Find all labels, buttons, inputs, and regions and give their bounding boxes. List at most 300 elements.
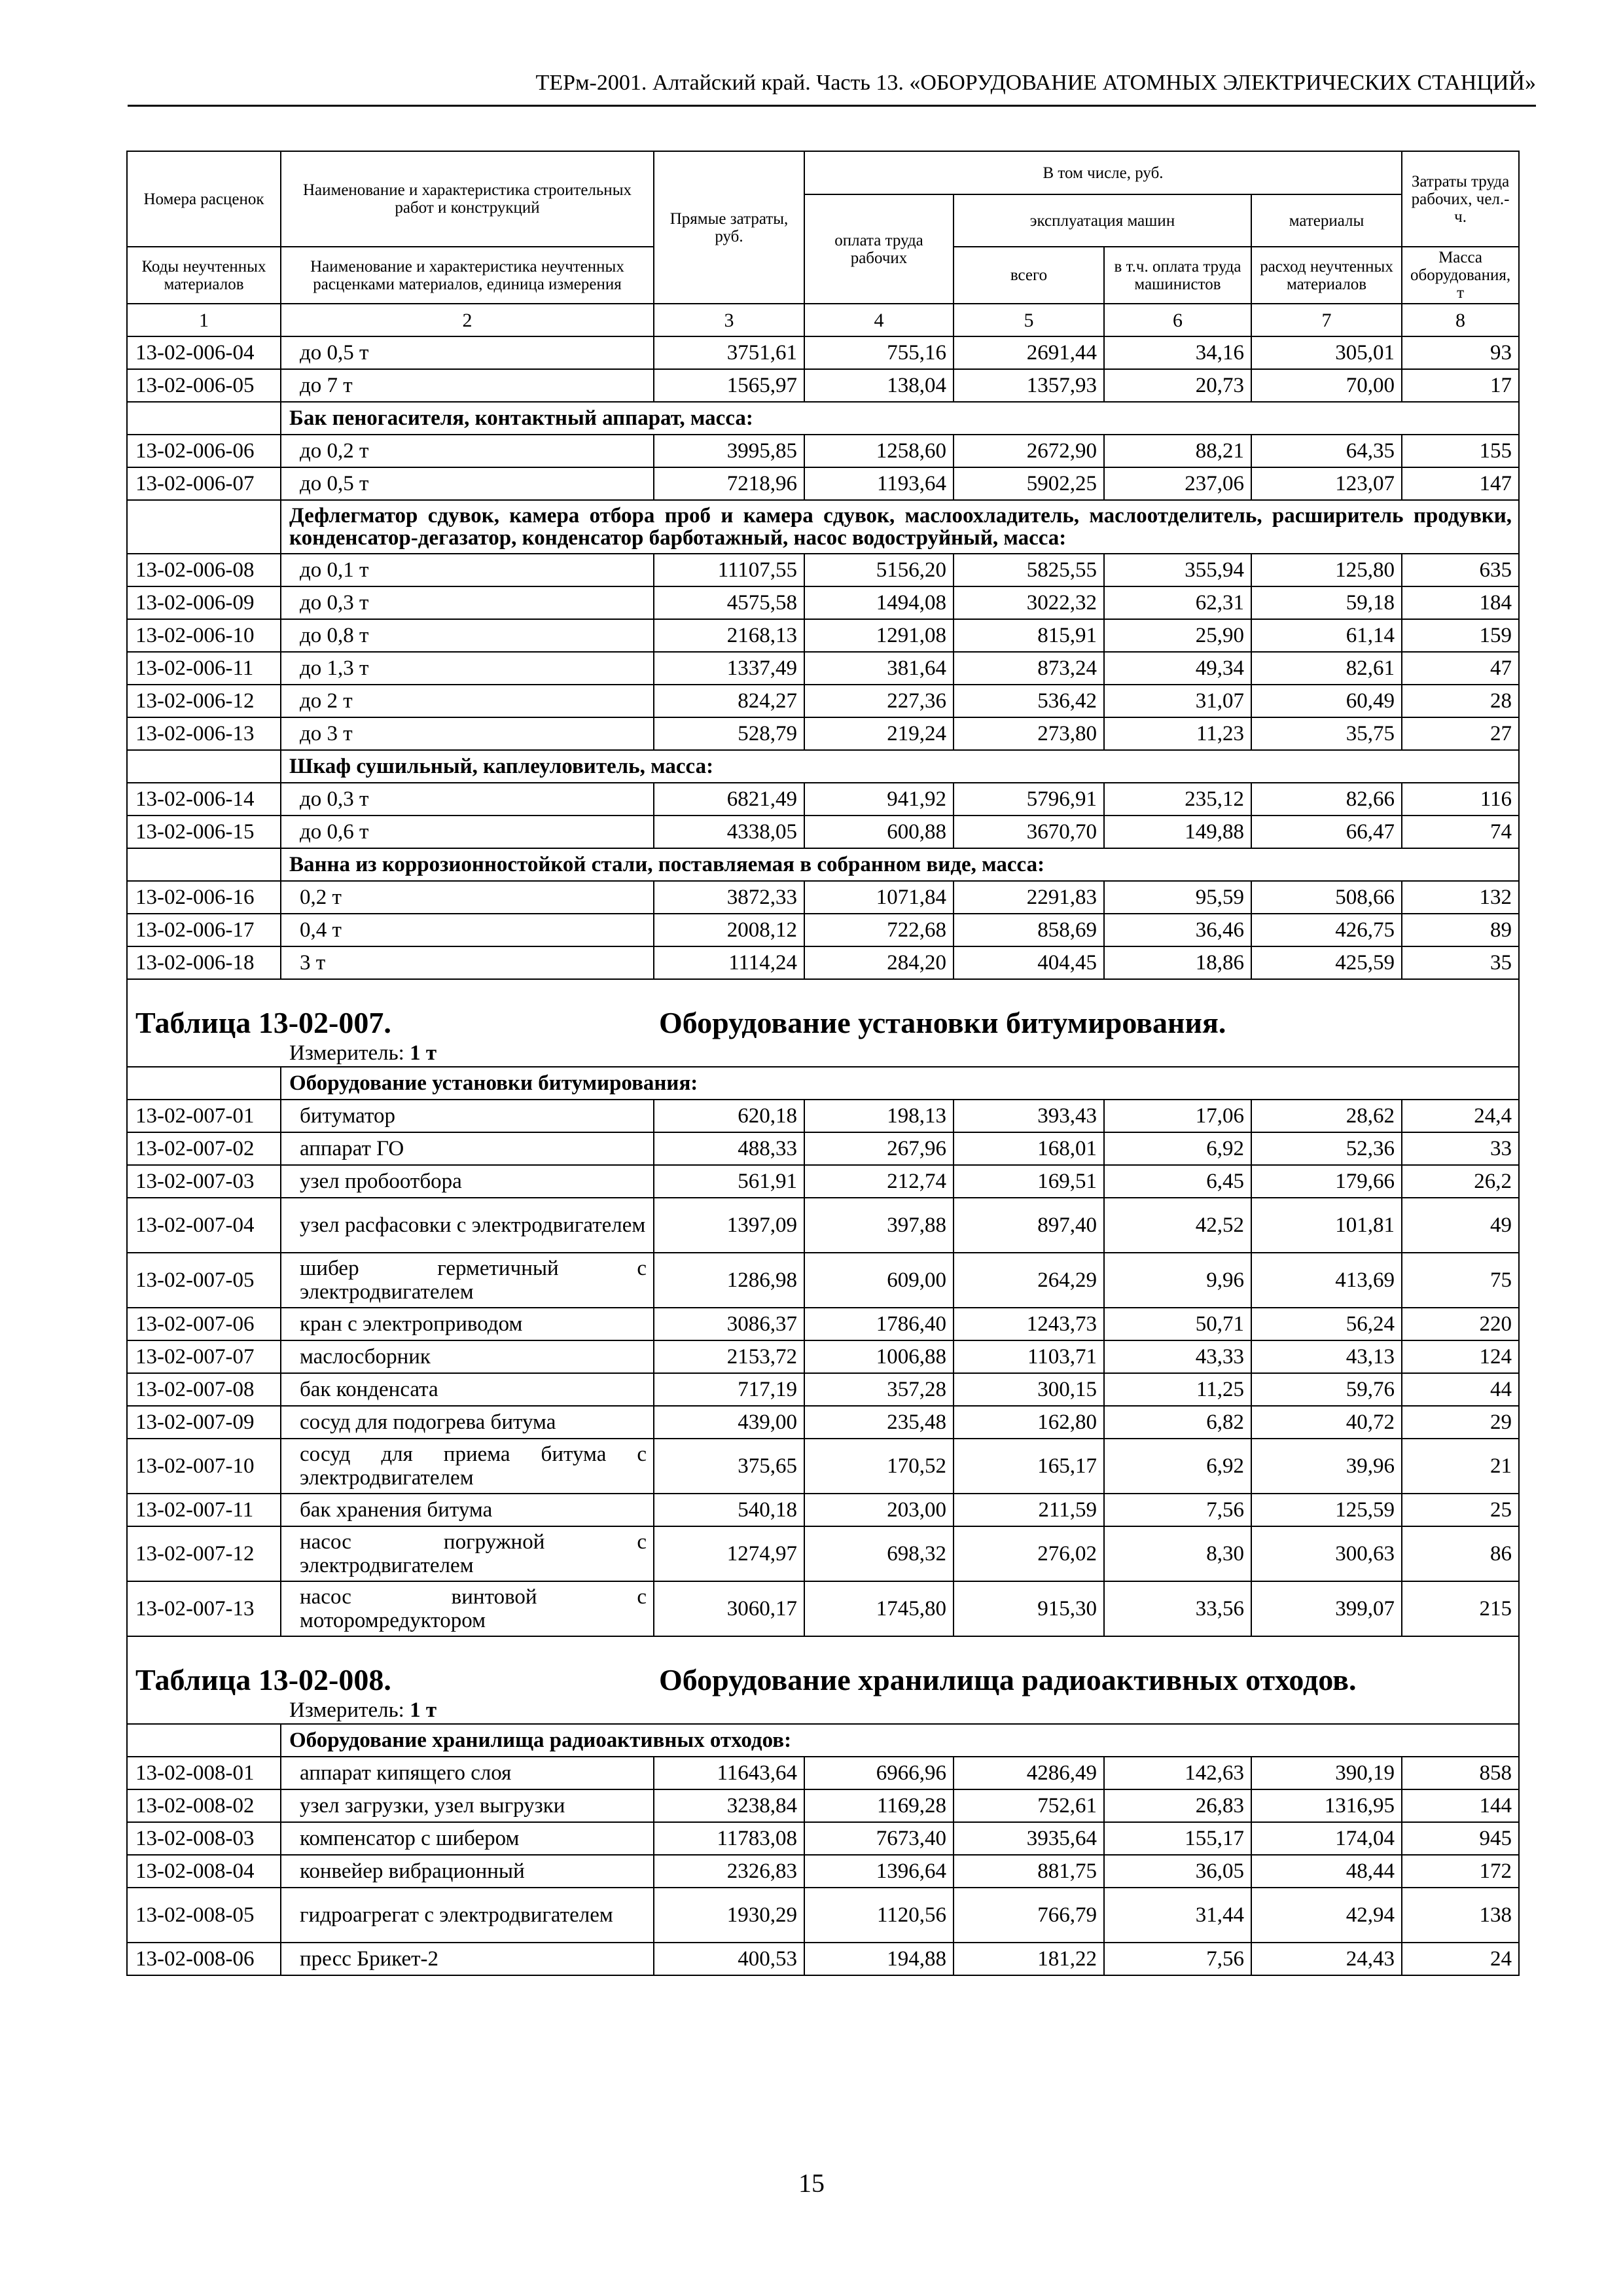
machinist-pay-cell: 88,21 [1104, 435, 1251, 467]
col-number: 3 [654, 304, 804, 336]
rate-code-cell: 13-02-006-10 [127, 619, 281, 652]
labor-pay-cell: 1071,84 [804, 881, 954, 914]
labor-pay-cell: 1193,64 [804, 467, 954, 500]
machinist-pay-cell: 235,12 [1104, 783, 1251, 816]
mass-cell: 147 [1402, 467, 1519, 500]
work-name-cell: насос погружной с электродвигателем [281, 1526, 654, 1581]
mass-cell: 24,4 [1402, 1100, 1519, 1132]
machinist-pay-cell: 50,71 [1104, 1308, 1251, 1340]
machinist-pay-cell: 31,07 [1104, 685, 1251, 717]
mass-cell: 25 [1402, 1494, 1519, 1526]
mass-cell: 124 [1402, 1340, 1519, 1373]
materials-cell: 123,07 [1251, 467, 1402, 500]
machine-total-cell: 300,15 [954, 1373, 1104, 1406]
rate-code-cell: 13-02-006-05 [127, 369, 281, 402]
labor-pay-cell: 198,13 [804, 1100, 954, 1132]
direct-cost-cell: 11783,08 [654, 1822, 804, 1855]
labor-pay-cell: 235,48 [804, 1406, 954, 1439]
machine-total-cell: 873,24 [954, 652, 1104, 685]
machinist-pay-cell: 62,31 [1104, 586, 1251, 619]
direct-cost-cell: 1114,24 [654, 946, 804, 979]
table-row [127, 1581, 1519, 1636]
table-row [127, 946, 1519, 979]
col-header-incl: В том числе, руб. [804, 151, 1402, 194]
direct-cost-cell: 11643,64 [654, 1757, 804, 1789]
direct-cost-cell: 2153,72 [654, 1340, 804, 1373]
rate-code-cell: 13-02-008-03 [127, 1822, 281, 1855]
labor-pay-cell: 609,00 [804, 1253, 954, 1308]
table-row [127, 1822, 1519, 1855]
machine-total-cell: 3670,70 [954, 816, 1104, 848]
labor-pay-cell: 138,04 [804, 369, 954, 402]
direct-cost-cell: 400,53 [654, 1943, 804, 1975]
materials-cell: 43,13 [1251, 1340, 1402, 1373]
rows-group-4 [127, 783, 1519, 848]
labor-pay-cell: 755,16 [804, 336, 954, 369]
rate-code-cell: 13-02-006-06 [127, 435, 281, 467]
work-name-cell: аппарат кипящего слоя [281, 1757, 654, 1789]
col-header-2a: Наименование и характеристика строительных работ и конструкций [281, 151, 654, 247]
work-name-cell: кран с электроприводом [281, 1308, 654, 1340]
machinist-pay-cell: 7,56 [1104, 1943, 1251, 1975]
rate-code-cell: 13-02-006-08 [127, 554, 281, 586]
direct-cost-cell: 3086,37 [654, 1308, 804, 1340]
mass-cell: 75 [1402, 1253, 1519, 1308]
direct-cost-cell: 540,18 [654, 1494, 804, 1526]
materials-cell: 61,14 [1251, 619, 1402, 652]
rows-group-5 [127, 881, 1519, 979]
mass-cell: 635 [1402, 554, 1519, 586]
labor-pay-cell: 1396,64 [804, 1855, 954, 1888]
direct-cost-cell: 3238,84 [654, 1789, 804, 1822]
direct-cost-cell: 620,18 [654, 1100, 804, 1132]
labor-pay-cell: 1006,88 [804, 1340, 954, 1373]
work-name-cell: 0,2 т [281, 881, 654, 914]
table-row [127, 881, 1519, 914]
machinist-pay-cell: 26,83 [1104, 1789, 1251, 1822]
machinist-pay-cell: 6,92 [1104, 1132, 1251, 1165]
section-heading: Бак пеногасителя, контактный аппарат, масса: [281, 402, 1519, 435]
machinist-pay-cell: 6,92 [1104, 1439, 1251, 1494]
direct-cost-cell: 11107,55 [654, 554, 804, 586]
rate-code-cell: 13-02-006-18 [127, 946, 281, 979]
rate-code-cell: 13-02-006-12 [127, 685, 281, 717]
labor-pay-cell: 1169,28 [804, 1789, 954, 1822]
section-heading: Оборудование хранилища радиоактивных отходов: [281, 1724, 1519, 1757]
labor-pay-cell: 600,88 [804, 816, 954, 848]
machine-total-cell: 1243,73 [954, 1308, 1104, 1340]
machine-total-cell: 4286,49 [954, 1757, 1104, 1789]
mass-cell: 26,2 [1402, 1165, 1519, 1198]
rate-code-cell: 13-02-006-11 [127, 652, 281, 685]
machinist-pay-cell: 31,44 [1104, 1888, 1251, 1943]
direct-cost-cell: 1286,98 [654, 1253, 804, 1308]
materials-cell: 179,66 [1251, 1165, 1402, 1198]
machinist-pay-cell: 142,63 [1104, 1757, 1251, 1789]
machinist-pay-cell: 6,45 [1104, 1165, 1251, 1198]
work-name-cell: до 2 т [281, 685, 654, 717]
rate-code-cell: 13-02-006-04 [127, 336, 281, 369]
materials-cell: 82,66 [1251, 783, 1402, 816]
table-row [127, 1888, 1519, 1943]
machinist-pay-cell: 8,30 [1104, 1526, 1251, 1581]
machine-total-cell: 211,59 [954, 1494, 1104, 1526]
col-header-4: оплата труда рабочих [804, 194, 954, 304]
section-heading: Шкаф сушильный, каплеуловитель, масса: [281, 750, 1519, 783]
labor-pay-cell: 1291,08 [804, 619, 954, 652]
machine-total-cell: 1103,71 [954, 1340, 1104, 1373]
machinist-pay-cell: 34,16 [1104, 336, 1251, 369]
table-row [127, 914, 1519, 946]
work-name-cell: до 0,5 т [281, 336, 654, 369]
labor-pay-cell: 203,00 [804, 1494, 954, 1526]
work-name-cell: бак хранения битума [281, 1494, 654, 1526]
table-row [127, 1406, 1519, 1439]
materials-cell: 300,63 [1251, 1526, 1402, 1581]
materials-cell: 70,00 [1251, 369, 1402, 402]
table-row [127, 1757, 1519, 1789]
direct-cost-cell: 2326,83 [654, 1855, 804, 1888]
machinist-pay-cell: 36,05 [1104, 1855, 1251, 1888]
mass-cell: 116 [1402, 783, 1519, 816]
labor-pay-cell: 397,88 [804, 1198, 954, 1253]
machine-total-cell: 2291,83 [954, 881, 1104, 914]
col-header-2b: Наименование и характеристика неучтенных расценками материалов, единица измерения [281, 247, 654, 304]
machine-total-cell: 3022,32 [954, 586, 1104, 619]
direct-cost-cell: 1565,97 [654, 369, 804, 402]
table-row [127, 1253, 1519, 1308]
table-row [127, 783, 1519, 816]
machine-total-cell: 273,80 [954, 717, 1104, 750]
mass-cell: 138 [1402, 1888, 1519, 1943]
unit-of-measure: Измеритель: 1 т [289, 1041, 437, 1065]
rate-code-cell: 13-02-007-06 [127, 1308, 281, 1340]
materials-cell: 82,61 [1251, 652, 1402, 685]
direct-cost-cell: 3995,85 [654, 435, 804, 467]
work-name-cell: битуматор [281, 1100, 654, 1132]
mass-cell: 155 [1402, 435, 1519, 467]
running-header: ТЕРм-2001. Алтайский край. Часть 13. «ОБОРУДОВАНИЕ АТОМНЫХ ЭЛЕКТРИЧЕСКИХ СТАНЦИЙ» [128, 64, 1536, 107]
labor-pay-cell: 194,88 [804, 1943, 954, 1975]
col-header-7: расход неучтенных материалов [1251, 247, 1402, 304]
work-name-cell: конвейер вибрационный [281, 1855, 654, 1888]
mass-cell: 93 [1402, 336, 1519, 369]
table-13-02-007-head [127, 979, 1519, 1100]
machinist-pay-cell: 9,96 [1104, 1253, 1251, 1308]
table-title: Оборудование установки битумирования. [659, 1006, 1226, 1039]
labor-pay-cell: 381,64 [804, 652, 954, 685]
table-row [127, 1165, 1519, 1198]
table-row [127, 1789, 1519, 1822]
table-row [127, 1943, 1519, 1975]
rate-code-cell: 13-02-007-07 [127, 1340, 281, 1373]
work-name-cell: шибер герметичный с электродвигателем [281, 1253, 654, 1308]
labor-pay-cell: 5156,20 [804, 554, 954, 586]
table-row [127, 1373, 1519, 1406]
col-number: 2 [281, 304, 654, 336]
machine-total-cell: 404,45 [954, 946, 1104, 979]
materials-cell: 426,75 [1251, 914, 1402, 946]
machine-total-cell: 169,51 [954, 1165, 1104, 1198]
work-name-cell: до 0,3 т [281, 783, 654, 816]
machine-total-cell: 276,02 [954, 1526, 1104, 1581]
mass-cell: 28 [1402, 685, 1519, 717]
col-number: 5 [954, 304, 1104, 336]
materials-cell: 59,76 [1251, 1373, 1402, 1406]
rate-code-cell: 13-02-006-09 [127, 586, 281, 619]
machine-total-cell: 162,80 [954, 1406, 1104, 1439]
table-row [127, 467, 1519, 500]
machinist-pay-cell: 49,34 [1104, 652, 1251, 685]
table-row [127, 685, 1519, 717]
materials-cell: 399,07 [1251, 1581, 1402, 1636]
mass-cell: 945 [1402, 1822, 1519, 1855]
direct-cost-cell: 4338,05 [654, 816, 804, 848]
direct-cost-cell: 1274,97 [654, 1526, 804, 1581]
rate-code-cell: 13-02-008-05 [127, 1888, 281, 1943]
machine-total-cell: 897,40 [954, 1198, 1104, 1253]
table-row [127, 619, 1519, 652]
work-name-cell: бак конденсата [281, 1373, 654, 1406]
mass-cell: 144 [1402, 1789, 1519, 1822]
col-header-6: в т.ч. оплата труда машинистов [1104, 247, 1251, 304]
work-name-cell: до 0,3 т [281, 586, 654, 619]
machinist-pay-cell: 20,73 [1104, 369, 1251, 402]
materials-cell: 40,72 [1251, 1406, 1402, 1439]
work-name-cell: 3 т [281, 946, 654, 979]
machinist-pay-cell: 33,56 [1104, 1581, 1251, 1636]
labor-pay-cell: 212,74 [804, 1165, 954, 1198]
col-header-8b: Масса оборудования, т [1402, 247, 1519, 304]
rows-table-13-02-007 [127, 1100, 1519, 1636]
mass-cell: 184 [1402, 586, 1519, 619]
work-name-cell: узел загрузки, узел выгрузки [281, 1789, 654, 1822]
machine-total-cell: 752,61 [954, 1789, 1104, 1822]
work-name-cell: до 0,8 т [281, 619, 654, 652]
unit-of-measure: Измеритель: 1 т [289, 1698, 437, 1722]
mass-cell: 27 [1402, 717, 1519, 750]
direct-cost-cell: 3060,17 [654, 1581, 804, 1636]
materials-cell: 1316,95 [1251, 1789, 1402, 1822]
col-number: 8 [1402, 304, 1519, 336]
work-name-cell: до 7 т [281, 369, 654, 402]
labor-pay-cell: 1745,80 [804, 1581, 954, 1636]
mass-cell: 215 [1402, 1581, 1519, 1636]
col-number: 6 [1104, 304, 1251, 336]
rate-code-cell: 13-02-008-02 [127, 1789, 281, 1822]
work-name-cell: до 0,1 т [281, 554, 654, 586]
table-row [127, 1494, 1519, 1526]
table-row [127, 1855, 1519, 1888]
table-row [127, 652, 1519, 685]
labor-pay-cell: 267,96 [804, 1132, 954, 1165]
direct-cost-cell: 375,65 [654, 1439, 804, 1494]
materials-cell: 64,35 [1251, 435, 1402, 467]
mass-cell: 44 [1402, 1373, 1519, 1406]
direct-cost-cell: 1397,09 [654, 1198, 804, 1253]
labor-pay-cell: 698,32 [804, 1526, 954, 1581]
table-row [127, 435, 1519, 467]
col-header-expl: эксплуатация машин [954, 194, 1251, 247]
col-header-5: всего [954, 247, 1104, 304]
direct-cost-cell: 528,79 [654, 717, 804, 750]
rate-code-cell: 13-02-007-02 [127, 1132, 281, 1165]
materials-cell: 48,44 [1251, 1855, 1402, 1888]
rate-code-cell: 13-02-007-12 [127, 1526, 281, 1581]
col-number: 4 [804, 304, 954, 336]
section-heading: Ванна из коррозионностойкой стали, поставляемая в собранном виде, масса: [281, 848, 1519, 881]
machine-total-cell: 536,42 [954, 685, 1104, 717]
direct-cost-cell: 717,19 [654, 1373, 804, 1406]
table-row [127, 1526, 1519, 1581]
direct-cost-cell: 6821,49 [654, 783, 804, 816]
materials-cell: 24,43 [1251, 1943, 1402, 1975]
materials-cell: 425,59 [1251, 946, 1402, 979]
machinist-pay-cell: 18,86 [1104, 946, 1251, 979]
direct-cost-cell: 2008,12 [654, 914, 804, 946]
machine-total-cell: 393,43 [954, 1100, 1104, 1132]
rows-group-3 [127, 554, 1519, 750]
rate-code-cell: 13-02-007-10 [127, 1439, 281, 1494]
machine-total-cell: 815,91 [954, 619, 1104, 652]
machinist-pay-cell: 149,88 [1104, 816, 1251, 848]
table-13-02-008-head [127, 1636, 1519, 1757]
rate-code-cell: 13-02-006-13 [127, 717, 281, 750]
table-title: Оборудование хранилища радиоактивных отходов. [659, 1663, 1357, 1696]
col-header-1b: Коды неучтенных материалов [127, 247, 281, 304]
machinist-pay-cell: 42,52 [1104, 1198, 1251, 1253]
direct-cost-cell: 561,91 [654, 1165, 804, 1198]
labor-pay-cell: 1120,56 [804, 1888, 954, 1943]
materials-cell: 39,96 [1251, 1439, 1402, 1494]
mass-cell: 858 [1402, 1757, 1519, 1789]
rate-code-cell: 13-02-007-08 [127, 1373, 281, 1406]
direct-cost-cell: 1930,29 [654, 1888, 804, 1943]
price-table-sheet [126, 151, 1518, 1976]
work-name-cell: сосуд для приема битума с электродвигателем [281, 1439, 654, 1494]
machine-total-cell: 5796,91 [954, 783, 1104, 816]
materials-cell: 125,80 [1251, 554, 1402, 586]
machinist-pay-cell: 7,56 [1104, 1494, 1251, 1526]
table-row [127, 1132, 1519, 1165]
machinist-pay-cell: 11,25 [1104, 1373, 1251, 1406]
rate-code-cell: 13-02-007-01 [127, 1100, 281, 1132]
work-name-cell: до 0,2 т [281, 435, 654, 467]
labor-pay-cell: 227,36 [804, 685, 954, 717]
mass-cell: 17 [1402, 369, 1519, 402]
machine-total-cell: 165,17 [954, 1439, 1104, 1494]
work-name-cell: компенсатор с шибером [281, 1822, 654, 1855]
machinist-pay-cell: 237,06 [1104, 467, 1251, 500]
col-header-1a: Номера расценок [127, 151, 281, 247]
rate-code-cell: 13-02-007-13 [127, 1581, 281, 1636]
table-row [127, 816, 1519, 848]
materials-cell: 174,04 [1251, 1822, 1402, 1855]
direct-cost-cell: 4575,58 [654, 586, 804, 619]
col-header-mat: материалы [1251, 194, 1402, 247]
mass-cell: 172 [1402, 1855, 1519, 1888]
mass-cell: 47 [1402, 652, 1519, 685]
col-number: 1 [127, 304, 281, 336]
mass-cell: 35 [1402, 946, 1519, 979]
rate-code-cell: 13-02-008-01 [127, 1757, 281, 1789]
work-name-cell: 0,4 т [281, 914, 654, 946]
direct-cost-cell: 2168,13 [654, 619, 804, 652]
machinist-pay-cell: 43,33 [1104, 1340, 1251, 1373]
mass-cell: 74 [1402, 816, 1519, 848]
rows-table-13-02-008 [127, 1757, 1519, 1975]
mass-cell: 24 [1402, 1943, 1519, 1975]
work-name-cell: до 1,3 т [281, 652, 654, 685]
machinist-pay-cell: 11,23 [1104, 717, 1251, 750]
machine-total-cell: 264,29 [954, 1253, 1104, 1308]
mass-cell: 159 [1402, 619, 1519, 652]
mass-cell: 89 [1402, 914, 1519, 946]
mass-cell: 132 [1402, 881, 1519, 914]
mass-cell: 49 [1402, 1198, 1519, 1253]
materials-cell: 35,75 [1251, 717, 1402, 750]
materials-cell: 56,24 [1251, 1308, 1402, 1340]
machinist-pay-cell: 36,46 [1104, 914, 1251, 946]
table-row [127, 1439, 1519, 1494]
labor-pay-cell: 6966,96 [804, 1757, 954, 1789]
work-name-cell: сосуд для подогрева битума [281, 1406, 654, 1439]
materials-cell: 508,66 [1251, 881, 1402, 914]
rate-code-cell: 13-02-006-17 [127, 914, 281, 946]
table-label: Таблица 13-02-007. [135, 1006, 391, 1039]
work-name-cell: насос винтовой с моторомредуктором [281, 1581, 654, 1636]
table-row [127, 1100, 1519, 1132]
work-name-cell: до 0,6 т [281, 816, 654, 848]
direct-cost-cell: 3872,33 [654, 881, 804, 914]
direct-cost-cell: 439,00 [654, 1406, 804, 1439]
mass-cell: 29 [1402, 1406, 1519, 1439]
machine-total-cell: 5902,25 [954, 467, 1104, 500]
labor-pay-cell: 722,68 [804, 914, 954, 946]
rows-group-2 [127, 435, 1519, 500]
rows-group-1 [127, 336, 1519, 402]
direct-cost-cell: 1337,49 [654, 652, 804, 685]
direct-cost-cell: 3751,61 [654, 336, 804, 369]
col-header-8a: Затраты труда рабочих, чел.-ч. [1402, 151, 1519, 247]
labor-pay-cell: 1494,08 [804, 586, 954, 619]
materials-cell: 28,62 [1251, 1100, 1402, 1132]
table-row [127, 1198, 1519, 1253]
materials-cell: 101,81 [1251, 1198, 1402, 1253]
table-row [127, 1340, 1519, 1373]
labor-pay-cell: 357,28 [804, 1373, 954, 1406]
col-header-3: Прямые затраты, руб. [654, 151, 804, 304]
mass-cell: 33 [1402, 1132, 1519, 1165]
section-heading: Дефлегматор сдувок, камера отбора проб и камера сдувок, маслоохладитель, маслоотделитель, расширитель продувки, конденсатор-дегазатор, конденсатор барботажный, насос водоструйный, масса: [281, 500, 1519, 554]
rate-code-cell: 13-02-006-07 [127, 467, 281, 500]
table-label: Таблица 13-02-008. [135, 1663, 391, 1696]
materials-cell: 390,19 [1251, 1757, 1402, 1789]
machinist-pay-cell: 25,90 [1104, 619, 1251, 652]
machine-total-cell: 168,01 [954, 1132, 1104, 1165]
machine-total-cell: 5825,55 [954, 554, 1104, 586]
rate-code-cell: 13-02-006-16 [127, 881, 281, 914]
direct-cost-cell: 488,33 [654, 1132, 804, 1165]
work-name-cell: узел расфасовки с электродвигателем [281, 1198, 654, 1253]
labor-pay-cell: 1258,60 [804, 435, 954, 467]
machinist-pay-cell: 155,17 [1104, 1822, 1251, 1855]
materials-cell: 125,59 [1251, 1494, 1402, 1526]
price-table [126, 151, 1520, 1976]
table-row [127, 1308, 1519, 1340]
work-name-cell: маслосборник [281, 1340, 654, 1373]
table-row [127, 554, 1519, 586]
